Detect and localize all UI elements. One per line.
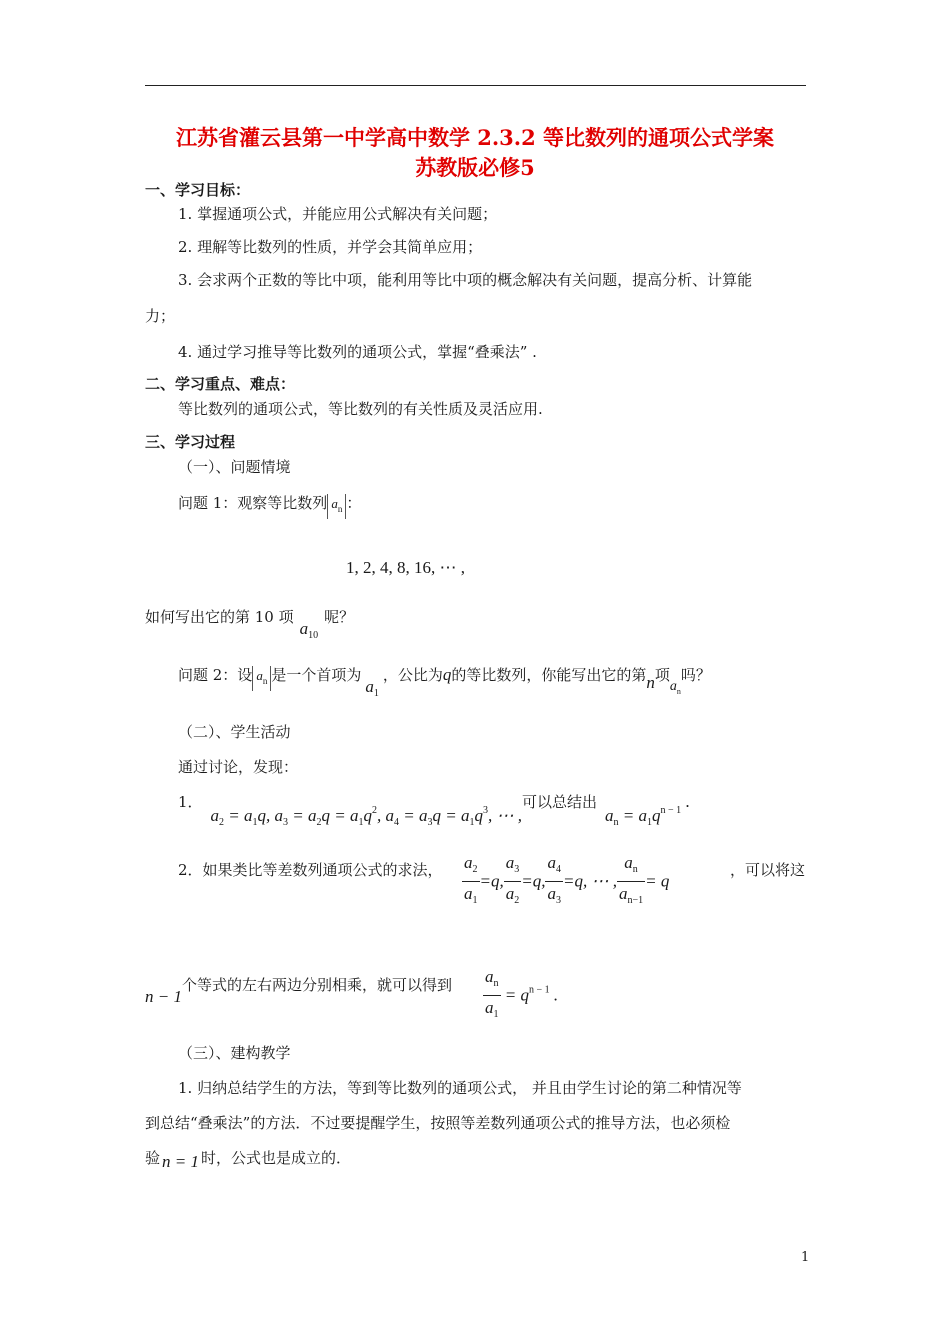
recurrence-formula: $a_2 = a_1q$, $a_3 = a_2q = a_1q^2$, $a_4 = a_3q = a_1q^3$, ⋯ ,	[210, 805, 522, 828]
an-formula: $a_n$	[669, 679, 681, 696]
discovery-3	[145, 974, 452, 1007]
discovery-1-number: 1．	[178, 793, 203, 811]
discovery-1: 1．$a_2 = a_1q$, $a_3 = a_2q = a_1q^2$, $a_4 = a_3q = a_1q^3$, ⋯ ,可以总结出$a_n = a_1q^{n - 1}$ .	[178, 792, 690, 828]
q-formula: q	[442, 665, 452, 684]
question-2-text: ，公比为	[382, 666, 443, 684]
sequence-an-formula: $a_n$	[252, 666, 271, 691]
product-result-formula: $\frac{a_n}{a_1}$ = $q^{n - 1}$ .	[483, 966, 558, 1027]
question-1	[178, 492, 361, 519]
sequence-example: 1, 2, 4, 8, 16, ⋯ ,	[346, 558, 465, 577]
question-2-text: 吗？	[680, 666, 711, 684]
question-2	[178, 664, 711, 699]
subsection-student-activity: （二）、学生活动	[178, 723, 291, 741]
construct-item-line: 到总结“叠乘法”的方法．不过要提醒学生，按照等差数列通项公式的推导方法，也必须检	[145, 1114, 731, 1132]
fraction: $\frac{a_n}{a_{n-1}}$	[618, 853, 644, 906]
question-1-ask-end: 呢？	[324, 608, 355, 626]
question-1-colon: ：	[346, 494, 362, 512]
construct-text: 时，公式也是成立的．	[201, 1149, 352, 1167]
question-1-ask	[145, 606, 354, 641]
question-2-text: 项	[654, 666, 670, 684]
n-equals-1-formula: n = 1	[162, 1152, 199, 1171]
construct-text: 验	[145, 1149, 161, 1167]
subsection-construct-teaching: （三）、建构教学	[178, 1044, 291, 1062]
a1-formula: $a_1$	[365, 677, 379, 699]
question-1-prefix: 问题 1：观察等比数列	[178, 494, 328, 512]
objective-item: 4. 通过学习推导等比数列的通项公式，掌握“叠乘法” .	[178, 343, 537, 361]
discussion-intro: 通过讨论，发现：	[178, 758, 299, 776]
discovery-2-text: 2．如果类比等差数列通项公式的求法，	[178, 861, 443, 879]
document-subtitle: 苏教版必修5	[415, 155, 535, 180]
fraction: $\frac{a_3}{a_2}$	[505, 853, 520, 906]
subsection-problem-situation: （一）、问题情境	[178, 458, 291, 476]
construct-item-line: 1. 归纳总结学生的方法，等到等比数列的通项公式， 并且由学生讨论的第二种情况等	[178, 1079, 742, 1097]
fraction: $\frac{a_2}{a_1}$	[464, 853, 478, 906]
section-heading-keypoints: 二、学习重点、难点：	[145, 375, 296, 393]
header-rule	[145, 85, 806, 86]
objective-item: 3. 会求两个正数的等比中项，能利用等比中项的概念解决有关问题，提高分析、计算能	[178, 271, 753, 289]
n-formula: n	[646, 673, 655, 692]
question-2-text: 的等比数列，你能写出它的第	[451, 666, 647, 684]
keypoints-text: 等比数列的通项公式，等比数列的有关性质及灵活应用.	[178, 400, 543, 418]
discovery-2-tail: ，可以将这	[730, 861, 806, 879]
sequence-an-formula: $a_n$	[327, 494, 346, 519]
discovery-1-text: 可以总结出	[521, 793, 597, 811]
ratio-formulas: $\frac{a_2}{a_1}$ =q, $\frac{a_3}{a_2}$ =q, $\frac{a_4}{a_3}$ =q, ⋯ , $\frac{a_n}{a_{n-1}}$ = q	[462, 852, 669, 913]
objective-item: 2. 理解等比数列的性质，并学会其简单应用；	[178, 238, 483, 256]
general-term-formula: $a_n = a_1q^{n - 1}$	[604, 805, 682, 828]
question-2-text: 是一个首项为	[271, 666, 362, 684]
page-number: 1	[801, 1250, 810, 1265]
section-heading-objectives: 一、学习目标：	[145, 181, 251, 199]
question-1-ask-text: 如何写出它的第 10 项	[145, 608, 294, 626]
question-2-text: 问题 2：设	[178, 666, 253, 684]
section-heading-process: 三、学习过程	[145, 433, 236, 451]
n-minus-1-formula: n − 1	[145, 987, 182, 1006]
discovery-3-text: 个等式的左右两边分别相乘，就可以得到	[181, 976, 452, 994]
document-title: 江苏省灌云县第一中学高中数学 2.3.2 等比数列的通项公式学案	[175, 125, 775, 150]
fraction: $\frac{a_n}{a_1}$	[485, 967, 499, 1020]
construct-item-line	[145, 1147, 351, 1172]
a10-formula: $a_{10}$	[299, 619, 319, 641]
objective-item: 1. 掌握通项公式，并能应用公式解决有关问题；	[178, 205, 498, 223]
fraction: $\frac{a_4}{a_3}$	[547, 853, 561, 906]
objective-item-continued: 力；	[145, 307, 176, 325]
